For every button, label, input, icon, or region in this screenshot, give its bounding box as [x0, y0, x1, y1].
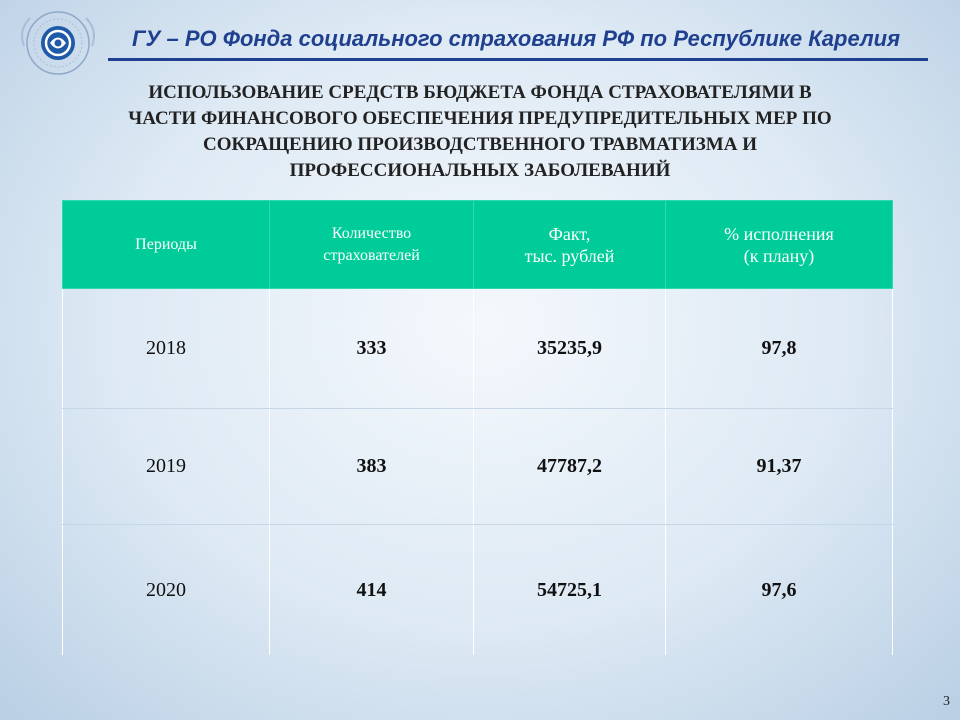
table-row: [63, 289, 893, 409]
cell-period: 2020: [63, 525, 270, 656]
budget-usage-table: [62, 200, 893, 655]
header-percent: [666, 201, 893, 289]
header-title: ГУ – РО Фонда социального страхования РФ по Республике Карелия: [132, 26, 901, 51]
fss-emblem-icon: [16, 10, 100, 76]
slide-title-line: ПРОФЕССИОНАЛЬНЫХ ЗАБОЛЕВАНИЙ: [289, 160, 671, 181]
table-row: [63, 409, 893, 525]
header-divider: [108, 58, 928, 61]
cell-fact: 47787,2: [474, 409, 666, 525]
slide-title-line: СОКРАЩЕНИЮ ПРОИЗВОДСТВЕННОГО ТРАВМАТИЗМА И: [203, 134, 757, 155]
header-fact-line: Факт,: [548, 223, 591, 244]
cell-period: 2019: [63, 409, 270, 525]
cell-count: 333: [270, 289, 474, 409]
header-count: [270, 201, 474, 289]
header-percent-line: (к плану): [743, 245, 815, 266]
header-fact: [474, 201, 666, 289]
cell-count: 383: [270, 409, 474, 525]
cell-fact: 35235,9: [474, 289, 666, 409]
cell-period: 2018: [63, 289, 270, 409]
cell-count: 414: [270, 525, 474, 656]
cell-fact: 54725,1: [474, 525, 666, 656]
header-periods: [63, 201, 270, 289]
header-percent-line: % исполнения: [724, 223, 834, 244]
header-count-line: Количество: [331, 224, 412, 242]
table-header-row: [63, 201, 893, 289]
page-number: 3: [943, 694, 950, 709]
cell-percent: 97,6: [666, 525, 893, 656]
slide-title-line: ИСПОЛЬЗОВАНИЕ СРЕДСТВ БЮДЖЕТА ФОНДА СТРАХОВАТЕЛЯМИ В: [148, 82, 812, 103]
slide-title: [30, 80, 930, 184]
header-periods-label: Периоды: [135, 235, 197, 253]
header-fact-line: тыс. рублей: [524, 245, 615, 266]
table-row: [63, 525, 893, 656]
header-count-line: страхователей: [323, 246, 420, 264]
cell-percent: 97,8: [666, 289, 893, 409]
cell-percent: 91,37: [666, 409, 893, 525]
slide-title-line: ЧАСТИ ФИНАНСОВОГО ОБЕСПЕЧЕНИЯ ПРЕДУПРЕДИТЕЛЬНЫХ МЕР ПО: [128, 108, 832, 129]
